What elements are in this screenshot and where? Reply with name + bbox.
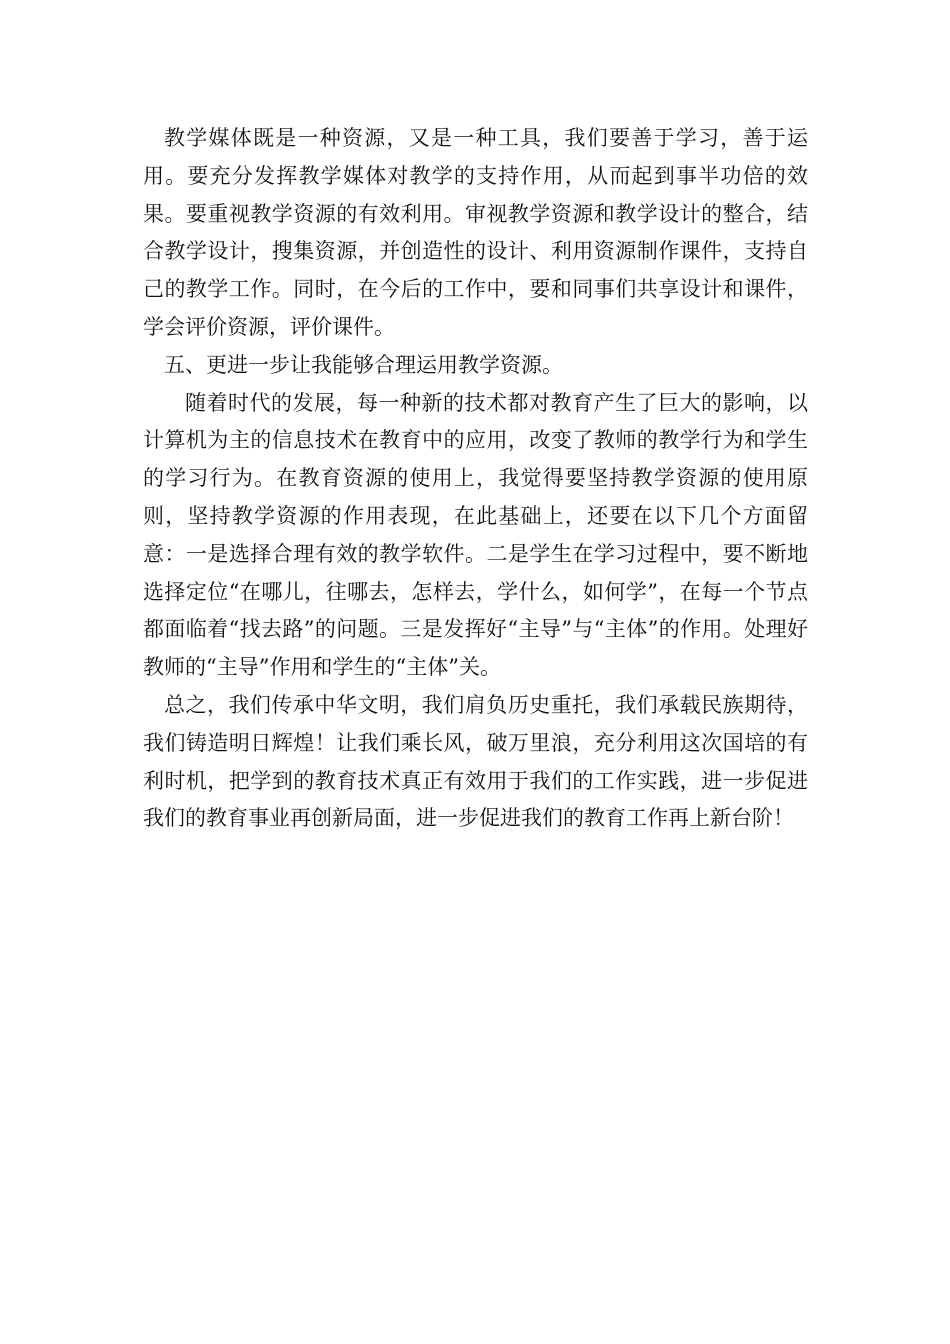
document-body xyxy=(143,120,808,838)
section-heading-five: 五、更进一步让我能够合理运用教学资源。 xyxy=(164,352,563,377)
paragraph-teaching-media: 教学媒体既是一种资源，又是一种工具，我们要善于学习，善于运用。要充分发挥教学媒体对教学的支持作用，从而起到事半功倍的效果。要重视教学资源的有效利用。审视教学资源和教学设计的整合，结合教学设计，搜集资源，并创造性的设计、利用资源制作课件，支持自己的教学工作。同时，在今后的工作中，要和同事们共享设计和课件，学会评价资源，评价课件。 xyxy=(143,126,808,339)
paragraph-era-development: 随着时代的发展，每一种新的技术都对教育产生了巨大的影响，以计算机为主的信息技术在教育中的应用，改变了教师的教学行为和学生的学习行为。在教育资源的使用上，我觉得要坚持教学资源的使用原则，坚持教学资源的作用表现，在此基础上，还要在以下几个方面留意：一是选择合理有效的教学软件。二是学生在学习过程中，要不断地选择定位“在哪儿，往哪去，怎样去，学什么，如何学”，在每一个节点都面临着“找去路”的问题。三是发挥好“主导”与“主体”的作用。处理好教师的“主导”作用和学生的“主体”关。 xyxy=(143,390,808,680)
paragraph-conclusion: 总之，我们传承中华文明，我们肩负历史重托，我们承载民族期待，我们铸造明日辉煌！让我们乘长风，破万里浪，充分利用这次国培的有利时机，把学到的教育技术真正有效用于我们的工作实践，进一步促进我们的教育事业再创新局面，进一步促进我们的教育工作再上新台阶！ xyxy=(143,692,808,831)
